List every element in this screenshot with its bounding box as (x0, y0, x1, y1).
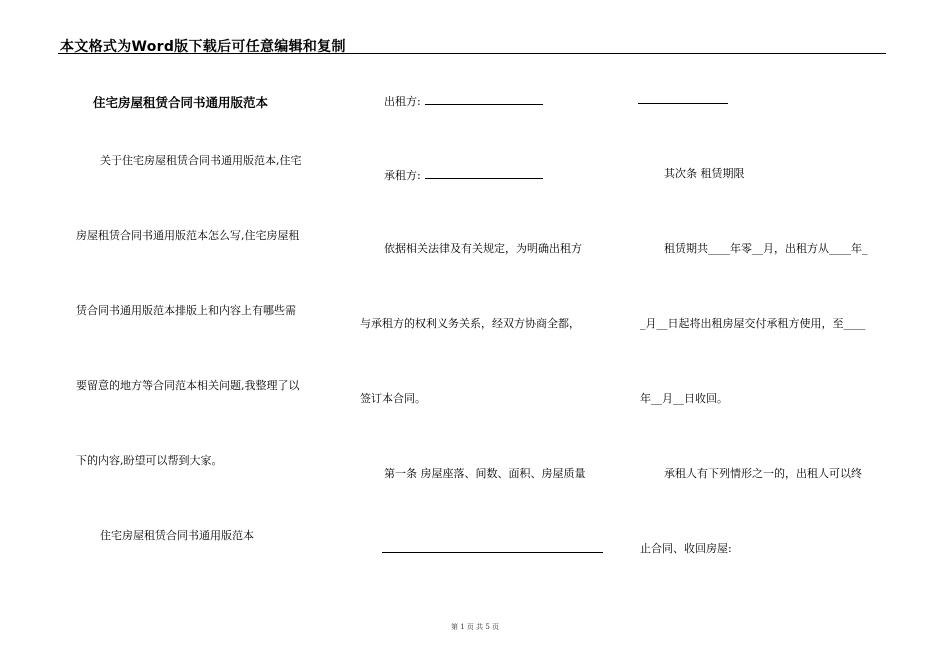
blank-line (638, 103, 728, 104)
body-line: 与承租方的权利义务关系，经双方协商全都， (360, 317, 580, 330)
body-line: 年__月__日收回。 (640, 392, 728, 405)
document-title: 住宅房屋租赁合同书通用版范本 (93, 95, 269, 110)
intro-line: 下的内容,盼望可以帮到大家。 (76, 454, 223, 467)
header-banner: 本文格式为Word版下载后可任意编辑和复制 (60, 39, 346, 55)
lessee-field (384, 167, 543, 183)
section-subtitle: 住宅房屋租赁合同书通用版范本 (100, 529, 254, 542)
lessor-label: 出租方: (384, 95, 421, 108)
body-line: 止合同、收回房屋: (640, 542, 732, 555)
intro-line: 关于住宅房屋租赁合同书通用版范本,住宅 (100, 154, 302, 167)
header-rule (58, 53, 886, 54)
lessee-label: 承租方: (384, 169, 421, 182)
lessor-field (384, 93, 543, 109)
article-heading: 其次条 租赁期限 (664, 167, 745, 180)
blank-line (382, 552, 603, 553)
article-heading: 第一条 房屋座落、间数、面积、房屋质量 (384, 467, 586, 480)
intro-line: 房屋租赁合同书通用版范本怎么写,住宅房屋租 (76, 229, 300, 242)
page-number: 第 1 页 共 5 页 (450, 623, 500, 631)
body-line: 租赁期共____年零__月，出租方从____年_ (664, 242, 868, 255)
body-line: 承租人有下列情形之一的，出租人可以终 (664, 467, 862, 480)
body-line: 签订本合同。 (360, 392, 426, 405)
intro-line: 要留意的地方等合同范本相关问题,我整理了以 (76, 379, 300, 392)
intro-line: 赁合同书通用版范本排版上和内容上有哪些需 (76, 304, 296, 317)
body-line: _月__日起将出租房屋交付承租方使用，至____ (640, 317, 866, 330)
lessor-blank (425, 93, 543, 105)
lessee-blank (425, 167, 543, 179)
body-line: 依据相关法律及有关规定，为明确出租方 (384, 242, 582, 255)
